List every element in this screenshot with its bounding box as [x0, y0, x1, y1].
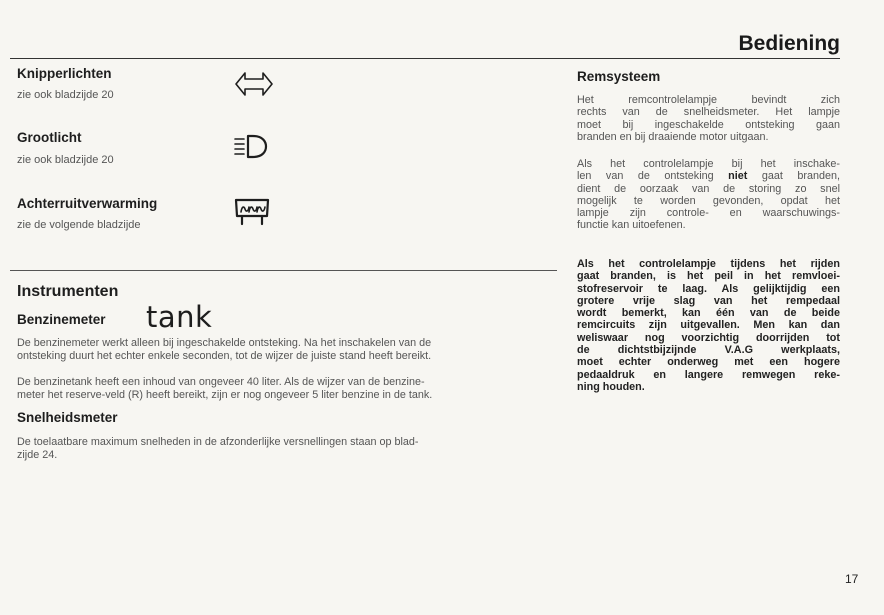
indicator-rear-heater-ref: zie de volgende bladzijde: [17, 219, 141, 231]
remsysteem-p2-line-5: lampje zijn controle- en waarschuwings-: [577, 207, 840, 220]
snelheidsmeter-para: [17, 436, 562, 462]
remsysteem-p3-line-1: Als het controlelampje tijdens het rijden: [577, 258, 840, 270]
snelheidsmeter-para-line-1: De toelaatbare maximum snelheden in de afzonderlijke versnellingen staan op blad-: [17, 436, 419, 448]
remsysteem-p1-line-1: Het remcontrolelampje bevindt zich: [577, 94, 840, 106]
remsysteem-heading: Remsysteem: [577, 69, 661, 84]
high-beam-icon: [233, 133, 269, 161]
remsysteem-p3-line-6: remcircuits zijn uitgevallen. Men kan dan: [577, 319, 840, 332]
rear-window-heater-icon: [232, 196, 272, 228]
indicator-turn-signal-name: Knipperlichten: [17, 66, 112, 81]
remsysteem-p2-line-2-pre: len van de ontsteking: [577, 170, 729, 183]
remsysteem-p3-line-9: moet echter onderweg met een hogere: [577, 356, 840, 369]
benzinemeter-para-1-line-2: ontsteking duurt het echter enkele seconden, tot de wijzer de juiste stand heeft bereikt.: [17, 350, 432, 362]
benzinemeter-para-1: [17, 337, 562, 363]
section-title: Bediening: [738, 32, 840, 55]
benzinemeter-para-1-line-1: De benzinemeter werkt alleen bij ingeschakelde ontsteking. Na het inschakelen van de: [17, 337, 432, 349]
remsysteem-p2-line-3: dient de oorzaak van de storing zo snel: [577, 182, 840, 195]
remsysteem-para-2: [577, 158, 840, 232]
indicator-rear-heater-name: Achterruitverwarming: [17, 196, 158, 211]
instrumenten-heading: Instrumenten: [17, 283, 119, 300]
remsysteem-p2-emphasis: niet: [728, 170, 748, 183]
remsysteem-para-1: [577, 94, 840, 143]
remsysteem-p3-line-2: gaat branden, is het peil in het remvloei-: [577, 270, 840, 283]
page-number: 17: [845, 572, 859, 586]
benzinemeter-heading: Benzinemeter: [17, 312, 106, 327]
remsysteem-p3-line-10: pedaaldruk en langere remwegen reke-: [577, 368, 840, 381]
remsysteem-p1-line-3: moet bij ingeschakelde ontsteking gaan: [577, 118, 840, 131]
indicator-high-beam-name: Grootlicht: [17, 130, 82, 145]
benzinemeter-para-2: [17, 376, 562, 402]
remsysteem-para-3: [577, 258, 840, 393]
remsysteem-p1-line-2: rechts van de snelheidsmeter. Het lampje: [577, 106, 840, 119]
indicator-high-beam-ref: zie ook bladzijde 20: [17, 154, 114, 166]
remsysteem-p3-line-4: grotere vrije slag van het rempedaal: [577, 294, 840, 307]
benzinemeter-para-2-line-2: meter het reserve-veld (R) heeft bereikt, zijn er nog ongeveer 5 liter benzine in de tank.: [17, 389, 433, 401]
remsysteem-p2-line-2: [577, 170, 840, 182]
turn-signal-arrows-icon: [234, 70, 274, 98]
remsysteem-p2-line-1: Als het controlelampje bij het inschake-: [577, 158, 840, 170]
remsysteem-p2-line-6: functie kan uitoefenen.: [577, 219, 686, 232]
fuel-tank-symbol: tank: [146, 300, 213, 334]
remsysteem-p3-line-11: ning houden.: [577, 380, 645, 393]
benzinemeter-para-2-line-1: De benzinetank heeft een inhoud van ongeveer 40 liter. Als de wijzer van de benzine-: [17, 376, 425, 388]
remsysteem-p2-line-2-post: gaat branden,: [747, 170, 841, 183]
remsysteem-p2-line-4: mogelijk te worden gevonden, opdat het: [577, 194, 840, 207]
header-rule: [10, 58, 840, 59]
remsysteem-p3-line-7: weliswaar nog voorzichtig doorrijden tot: [577, 331, 840, 344]
remsysteem-p3-line-3: stofreservoir te laag. Als gelijktijdig een: [577, 282, 840, 295]
remsysteem-p3-line-8: de dichtstbijzijnde V.A.G werkplaats,: [577, 344, 840, 357]
indicator-turn-signal-ref: zie ook bladzijde 20: [17, 89, 114, 101]
remsysteem-p3-line-5: wordt bemerkt, kan één van de beide: [577, 307, 840, 320]
snelheidsmeter-heading: Snelheidsmeter: [17, 410, 118, 425]
remsysteem-p1-line-4: branden en bij draaiende motor uitgaan.: [577, 130, 769, 143]
snelheidsmeter-para-line-2: zijde 24.: [17, 449, 58, 461]
section-divider: [10, 270, 557, 271]
